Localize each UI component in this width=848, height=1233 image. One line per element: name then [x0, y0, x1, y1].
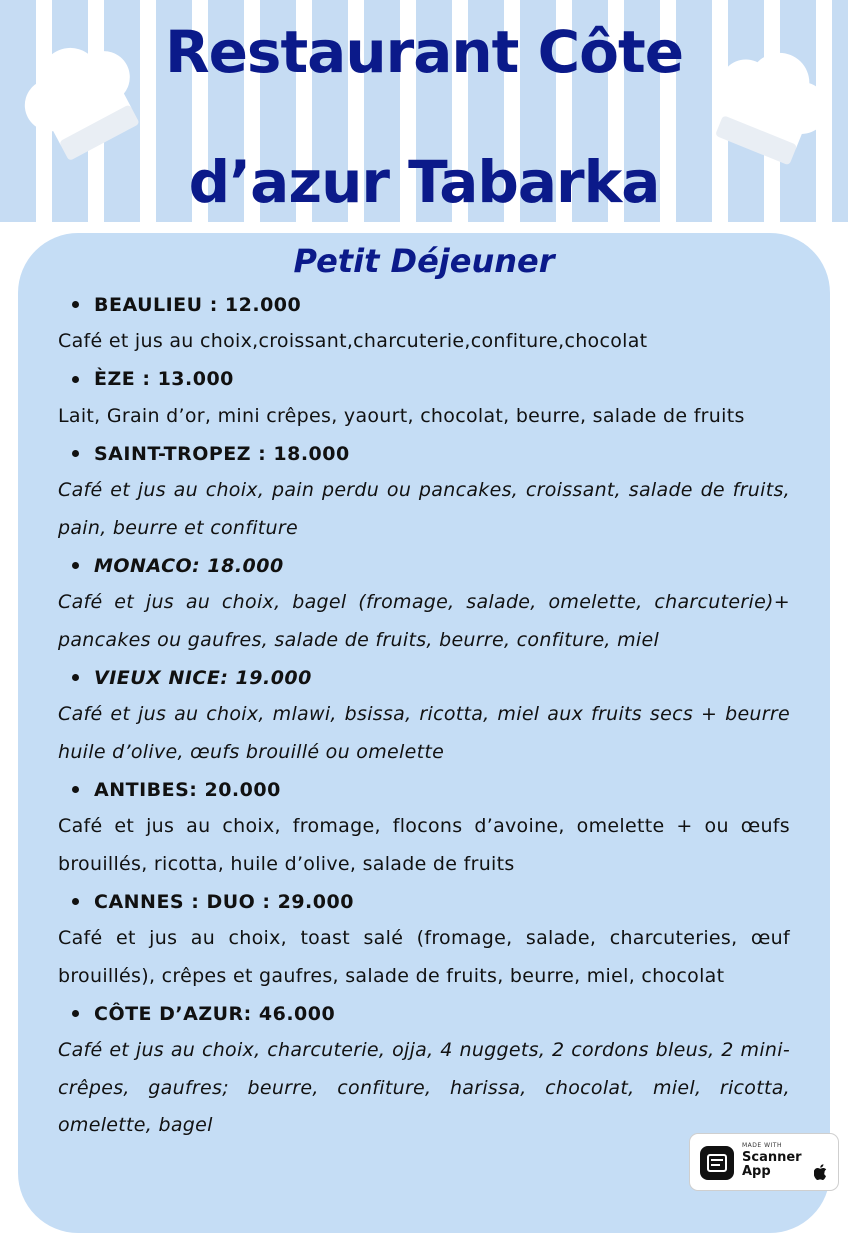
- menu-item-description: Café et jus au choix, mlawi, bsissa, ricotta, miel aux fruits secs + beurre huile d’olive, œufs brouillé ou omelette: [58, 703, 790, 763]
- menu-item: [58, 361, 790, 436]
- menu-item: [58, 659, 790, 771]
- menu-item: [58, 547, 790, 659]
- menu-item: [58, 883, 790, 995]
- menu-item-name: BEAULIEU : 12.000: [94, 293, 302, 316]
- menu-item-header: [58, 435, 790, 472]
- scanner-app-badge[interactable]: [689, 1133, 839, 1191]
- bullet-icon: [72, 674, 79, 681]
- menu-item-header: [58, 286, 790, 323]
- bullet-icon: [72, 450, 79, 457]
- restaurant-title-line-2: d’azur Tabarka: [188, 148, 660, 216]
- menu-item: [58, 995, 790, 1145]
- badge-app-name: [742, 1151, 802, 1179]
- bullet-icon: [72, 1010, 79, 1017]
- menu-item-name: ÈZE : 13.000: [94, 368, 234, 390]
- menu-item-description: Café et jus au choix, pain perdu ou pancakes, croissant, salade de fruits, pain, beurre et confiture: [58, 479, 790, 539]
- apple-icon: [814, 1164, 828, 1180]
- menu-item-description: Lait, Grain d’or, mini crêpes, yaourt, chocolat, beurre, salade de fruits: [58, 404, 745, 427]
- menu-item-header: [58, 361, 790, 398]
- bullet-icon: [72, 562, 79, 569]
- menu-item: [58, 286, 790, 361]
- restaurant-title-line-1: Restaurant Côte: [164, 18, 684, 86]
- bullet-icon: [72, 898, 79, 905]
- menu-list: [58, 286, 790, 1145]
- menu-item-description: Café et jus au choix, charcuterie, ojja, 4 nuggets, 2 cordons bleus, 2 mini-crêpes, gaufres; beurre, confiture, harissa, chocolat, miel, ricotta, omelette, bagel: [58, 1039, 790, 1136]
- menu-item-header: [58, 547, 790, 584]
- badge-made-with: MADE WITH: [742, 1142, 782, 1149]
- bullet-icon: [72, 301, 79, 308]
- menu-item-header: [58, 771, 790, 808]
- menu-item-name: MONACO: 18.000: [94, 554, 284, 577]
- bullet-icon: [72, 786, 79, 793]
- scanner-app-icon: [700, 1146, 734, 1180]
- menu-item-description: Café et jus au choix, fromage, flocons d’avoine, omelette + ou œufs brouillés, ricotta, huile d’olive, salade de fruits: [58, 815, 790, 875]
- badge-app-name-line1: Scanner: [742, 1150, 802, 1165]
- section-title: Petit Déjeuner: [293, 242, 555, 280]
- menu-item-description: Café et jus au choix, toast salé (fromage, salade, charcuteries, œuf brouillés), crêpes et gaufres, salade de fruits, beurre, miel, chocolat: [58, 927, 790, 987]
- menu-item-name: VIEUX NICE: 19.000: [94, 666, 312, 689]
- menu-item-description: Café et jus au choix,croissant,charcuterie,confiture,chocolat: [58, 330, 648, 352]
- menu-item-description: Café et jus au choix, bagel (fromage, salade, omelette, charcuterie)+ pancakes ou gaufres, salade de fruits, beurre, confiture, miel: [58, 591, 790, 651]
- menu-item-name: ANTIBES: 20.000: [94, 778, 281, 801]
- menu-item: [58, 435, 790, 547]
- badge-app-name-line2: App: [742, 1164, 771, 1179]
- menu-item-name: CÔTE D’AZUR: 46.000: [94, 1002, 336, 1025]
- menu-item-name: CANNES : DUO : 29.000: [94, 890, 354, 913]
- menu-item-name: SAINT-TROPEZ : 18.000: [94, 442, 350, 465]
- menu-item-header: [58, 995, 790, 1032]
- menu-item-header: [58, 659, 790, 696]
- bullet-icon: [72, 376, 79, 383]
- menu-item-header: [58, 883, 790, 920]
- menu-item: [58, 771, 790, 883]
